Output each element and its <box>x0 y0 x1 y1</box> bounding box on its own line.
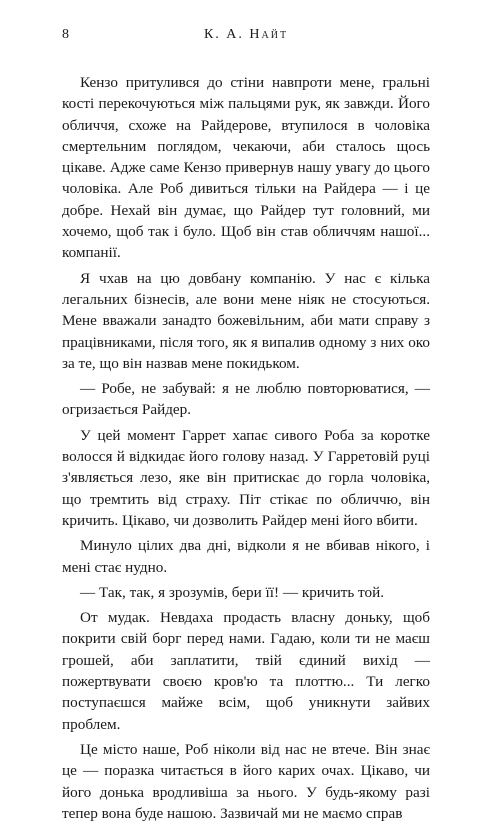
page-number: 8 <box>62 27 70 42</box>
paragraph: Минуло цілих два дні, відколи я не вбивав нікого, і мені стає нудно. <box>62 537 430 576</box>
body-text <box>62 72 430 828</box>
paragraph: Я чхав на цю довбану компанію. У нас є кілька легальних бізнесів, але вони мене ніяк не стосуються. Мене вважали занадто божевільним, аби мати справу з працівниками, після того, як я випалив одному з них око за те, що він назвав мене покидьком. <box>62 269 430 372</box>
running-title: К. А. Найт <box>203 27 289 42</box>
paragraph: Кензо притулився до стіни навпроти мене, гральні кості перекочуються між пальцями рук, як завжди. Його обличчя, схоже на Райдерове, втупилося в чоловіка смертельним поглядом, чекаючи, аби сталось щось цікаве. Адже саме Кензо привернув нашу увагу до цього чоловіка. Але Роб дивиться тільки на Райдера — і це добре. Нехай він думає, що Райдер тут головний, ми хочемо, щоб так і було. Щоб він став обличчям нашої... компанії. <box>62 74 430 262</box>
paragraph: Це місто наше, Роб ніколи від нас не втече. Він знає це — поразка читається в його карих очах. Цікаво, чи його донька вродливіша за нього. У будь-якому разі тепер вона буде нашою. Зазвичай ми не маємо справ <box>62 740 430 822</box>
paragraph: У цей момент Гаррет хапає сивого Роба за коротке волосся й відкидає його голову назад. У Гарретовій руці з'являється лезо, яке він притискає до горла чоловіка, що тремтить від страху. Піт стікає по обличчю, він кричить. Цікаво, чи дозволить Райдер мені його вбити. <box>62 426 430 529</box>
paragraph: — Так, так, я зрозумів, бери її! — кричить той. <box>80 583 385 601</box>
paragraph: — Робе, не забувай: я не люблю повторюватися, — огризається Райдер. <box>62 380 430 419</box>
running-head <box>62 27 430 47</box>
paragraph: От мудак. Невдаха продасть власну доньку, щоб покрити свій борг перед нами. Гадаю, коли ти не маєш грошей, аби заплатити, твій єдиний вихід — пожертвувати своєю кров'ю та плоттю... Ти легко поступаєшся майже всім, щоб уникнути зайвих проблем. <box>62 609 430 733</box>
